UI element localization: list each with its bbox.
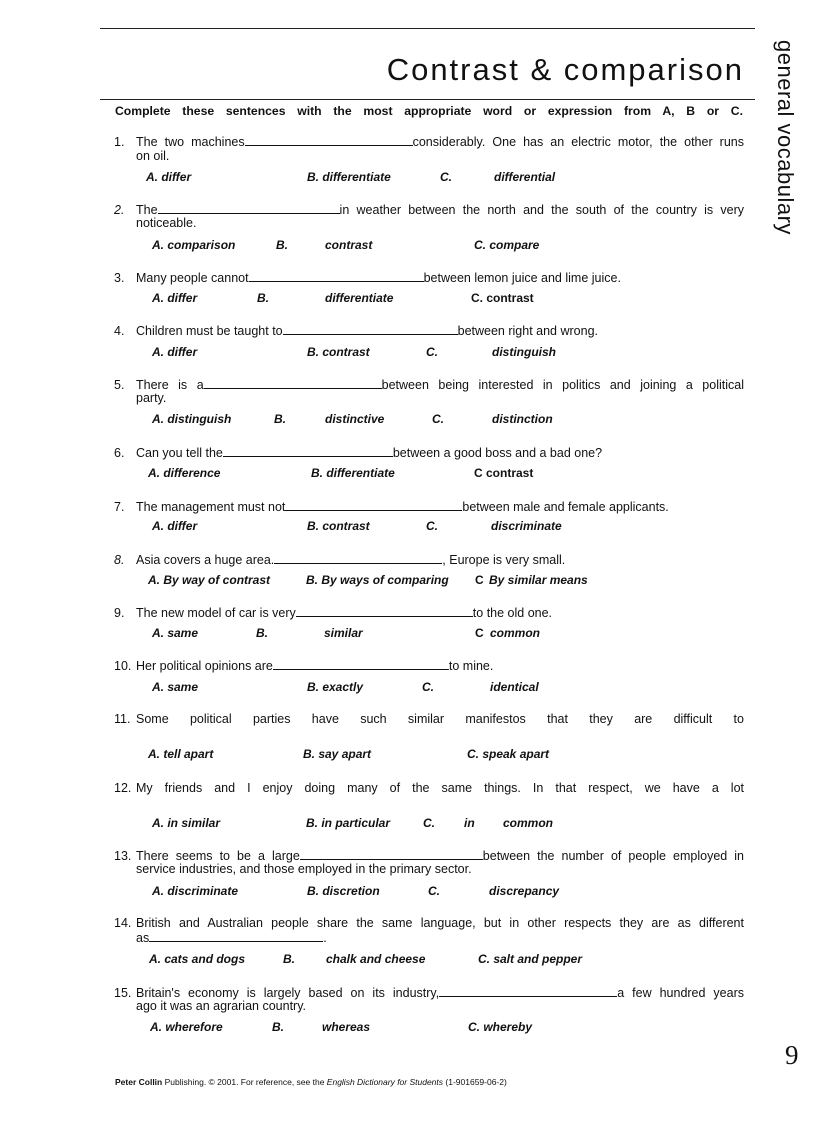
question-number: 6.	[114, 446, 125, 460]
question-10	[114, 658, 744, 673]
question-text: Can you tell the	[136, 446, 223, 460]
option-c[interactable]: C. salt and pepper	[478, 952, 583, 966]
question-1-continued: on oil.	[136, 149, 170, 163]
option-c-text[interactable]: differential	[494, 170, 556, 184]
option-b-text[interactable]: contrast	[325, 238, 373, 252]
option-a[interactable]: A. cats and dogs	[149, 952, 246, 966]
question-number: 3.	[114, 271, 125, 285]
option-c[interactable]: C.	[422, 680, 434, 694]
question-1	[114, 134, 744, 149]
answer-blank[interactable]	[149, 930, 323, 942]
option-b[interactable]: B.	[257, 291, 269, 305]
question-13	[114, 848, 744, 863]
question-13-continued: service industries, and those employed in the primary sector.	[136, 862, 472, 876]
option-b[interactable]: B.	[276, 238, 288, 252]
instructions: Complete these sentences with the most appropriate word or expression from A, B or C.	[115, 104, 743, 118]
option-c[interactable]: C	[475, 626, 484, 640]
option-c-word-common[interactable]: common	[503, 816, 554, 830]
question-text: Her political opinions are	[136, 659, 273, 673]
option-c[interactable]: C.	[440, 170, 452, 184]
option-b[interactable]: B. differentiate	[307, 170, 391, 184]
option-a[interactable]: A. difference	[148, 466, 221, 480]
page-title: Contrast & comparison	[386, 52, 744, 87]
question-text: between being interested in politics and joining a political	[381, 378, 744, 392]
answer-blank[interactable]	[158, 202, 340, 214]
question-number: 1.	[114, 135, 125, 149]
option-c[interactable]: C.	[423, 816, 435, 830]
question-7	[114, 499, 744, 514]
question-text: between male and female applicants.	[462, 500, 669, 514]
question-text: considerably. One has an electric motor, the other runs	[412, 135, 744, 149]
question-12	[114, 781, 744, 795]
question-text: between a good boss and a bad one?	[392, 446, 603, 460]
option-b[interactable]: B. discretion	[307, 884, 380, 898]
option-b-text[interactable]: distinctive	[325, 412, 385, 426]
question-number: 8.	[114, 553, 125, 567]
answer-blank[interactable]	[274, 552, 442, 564]
question-2-continued: noticeable.	[136, 216, 197, 230]
question-text: The new model of car is very	[136, 606, 296, 620]
question-number: 11.	[114, 712, 131, 726]
question-8	[114, 552, 744, 567]
question-text: British and Australian people share the same language, but in other respects they are as different	[136, 916, 744, 930]
option-b[interactable]: B. contrast	[307, 519, 370, 533]
question-text: between the number of people employed in	[482, 849, 744, 863]
question-text: There seems to be a large	[136, 849, 300, 863]
question-number: 2.	[114, 203, 125, 217]
question-text: in weather between the north and the south of the country is very	[339, 203, 744, 217]
question-6	[114, 445, 744, 460]
question-number: 12.	[114, 781, 132, 795]
option-b[interactable]: B. By ways of comparing	[306, 573, 449, 587]
question-number: 10.	[114, 659, 132, 673]
option-c[interactable]: C.	[426, 345, 438, 359]
option-a[interactable]: A. same	[152, 680, 199, 694]
option-b[interactable]: B.	[283, 952, 295, 966]
question-number: 15.	[114, 986, 132, 1000]
top-rule	[100, 28, 755, 29]
question-text: The management must not	[136, 500, 286, 514]
option-c[interactable]: C.	[426, 519, 438, 533]
question-9	[114, 605, 744, 620]
option-c[interactable]: C. compare	[474, 238, 540, 252]
question-text: Children must be taught to	[136, 324, 283, 338]
option-c-text[interactable]: identical	[490, 680, 539, 694]
option-c-text[interactable]: discrepancy	[489, 884, 560, 898]
option-b[interactable]: B. in particular	[306, 816, 391, 830]
option-a[interactable]: A. comparison	[152, 238, 236, 252]
question-14-continued: as .	[136, 931, 327, 945]
answer-blank[interactable]	[204, 377, 382, 389]
footer-book-title: English Dictionary for Students	[326, 1077, 444, 1087]
option-a[interactable]: A. By way of contrast	[148, 573, 271, 587]
footer-credit: Peter Collin Publishing. © 2001. For reference, see the English Dictionary for Students (1-901659-06-2)	[115, 1077, 507, 1087]
option-b[interactable]: B.	[256, 626, 268, 640]
option-b[interactable]: B. differentiate	[311, 466, 395, 480]
question-text: The two machines	[136, 135, 245, 149]
option-a[interactable]: A. differ	[152, 291, 198, 305]
option-c-text[interactable]: discriminate	[491, 519, 562, 533]
option-a[interactable]: A. differ	[146, 170, 192, 184]
option-c-text[interactable]: common	[490, 626, 541, 640]
option-b-text[interactable]: whereas	[322, 1020, 371, 1034]
answer-blank[interactable]	[296, 605, 473, 617]
option-a[interactable]: A. discriminate	[152, 884, 239, 898]
option-c[interactable]: C. whereby	[468, 1020, 533, 1034]
answer-blank[interactable]	[245, 134, 413, 146]
option-b[interactable]: B.	[272, 1020, 284, 1034]
question-text: The	[136, 203, 158, 217]
question-number: 13.	[114, 849, 132, 863]
option-a[interactable]: A. tell apart	[148, 747, 214, 761]
footer-publisher: Peter Collin	[115, 1077, 163, 1087]
question-text: Many people cannot	[136, 271, 249, 285]
option-c[interactable]: C.	[428, 884, 440, 898]
question-text: Some political parties have such similar manifestos that they are difficult to	[136, 712, 744, 726]
option-b-text[interactable]: chalk and cheese	[326, 952, 426, 966]
question-text: to mine.	[448, 659, 494, 673]
question-number: 5.	[114, 378, 125, 392]
option-b[interactable]: B. say apart	[303, 747, 372, 761]
question-5-continued: party.	[136, 391, 167, 405]
question-number: 14.	[114, 916, 132, 930]
option-c-text[interactable]: distinction	[492, 412, 553, 426]
answer-blank[interactable]	[283, 323, 458, 335]
answer-blank[interactable]	[285, 499, 462, 511]
side-label-text: general vocabulary	[773, 40, 798, 235]
question-text: Asia covers a huge area.	[136, 553, 275, 567]
question-text: There is a	[136, 378, 204, 392]
option-a[interactable]: A. distinguish	[152, 412, 232, 426]
question-text: between lemon juice and lime juice.	[423, 271, 621, 285]
option-c-word-in[interactable]: in	[464, 816, 475, 830]
option-c-text[interactable]: By similar means	[489, 573, 588, 587]
question-number: 4.	[114, 324, 125, 338]
option-c[interactable]: C. speak apart	[467, 747, 550, 761]
question-text: to the old one.	[472, 606, 553, 620]
option-a[interactable]: A. same	[152, 626, 199, 640]
option-c[interactable]: C.	[432, 412, 444, 426]
answer-blank[interactable]	[300, 848, 483, 860]
option-b[interactable]: B. exactly	[307, 680, 364, 694]
option-a[interactable]: A. differ	[152, 519, 198, 533]
answer-blank[interactable]	[273, 658, 449, 670]
title-underline-rule	[100, 99, 755, 100]
option-b-text[interactable]: differentiate	[325, 291, 394, 305]
option-c[interactable]: C contrast	[474, 466, 534, 480]
option-b[interactable]: B. contrast	[307, 345, 370, 359]
question-number: 9.	[114, 606, 125, 620]
answer-blank[interactable]	[439, 985, 617, 997]
question-text: , Europe is very small.	[442, 553, 566, 567]
question-3	[114, 270, 744, 285]
question-15	[114, 985, 744, 1000]
question-text: between right and wrong.	[457, 324, 598, 338]
option-b-text[interactable]: similar	[324, 626, 363, 640]
option-c[interactable]: C	[475, 573, 484, 587]
question-11	[114, 712, 744, 726]
option-b[interactable]: B.	[274, 412, 286, 426]
question-15-continued: ago it was an agrarian country.	[136, 999, 307, 1013]
question-14	[114, 916, 744, 930]
answer-blank[interactable]	[223, 445, 393, 457]
side-section-label	[766, 40, 816, 270]
answer-blank[interactable]	[249, 270, 424, 282]
page-number: 9	[785, 1040, 799, 1070]
option-a[interactable]: A. wherefore	[150, 1020, 223, 1034]
option-c[interactable]: C. contrast	[471, 291, 534, 305]
question-text: a few hundred years	[617, 986, 744, 1000]
question-4	[114, 323, 744, 338]
option-c-text[interactable]: distinguish	[492, 345, 556, 359]
option-a[interactable]: A. differ	[152, 345, 198, 359]
question-number: 7.	[114, 500, 125, 514]
question-text: My friends and I enjoy doing many of the same things. In that respect, we have a lot	[136, 781, 744, 795]
question-2	[114, 202, 744, 217]
question-text: Britain's economy is largely based on its industry,	[136, 986, 440, 1000]
question-5	[114, 377, 744, 392]
option-a[interactable]: A. in similar	[152, 816, 221, 830]
